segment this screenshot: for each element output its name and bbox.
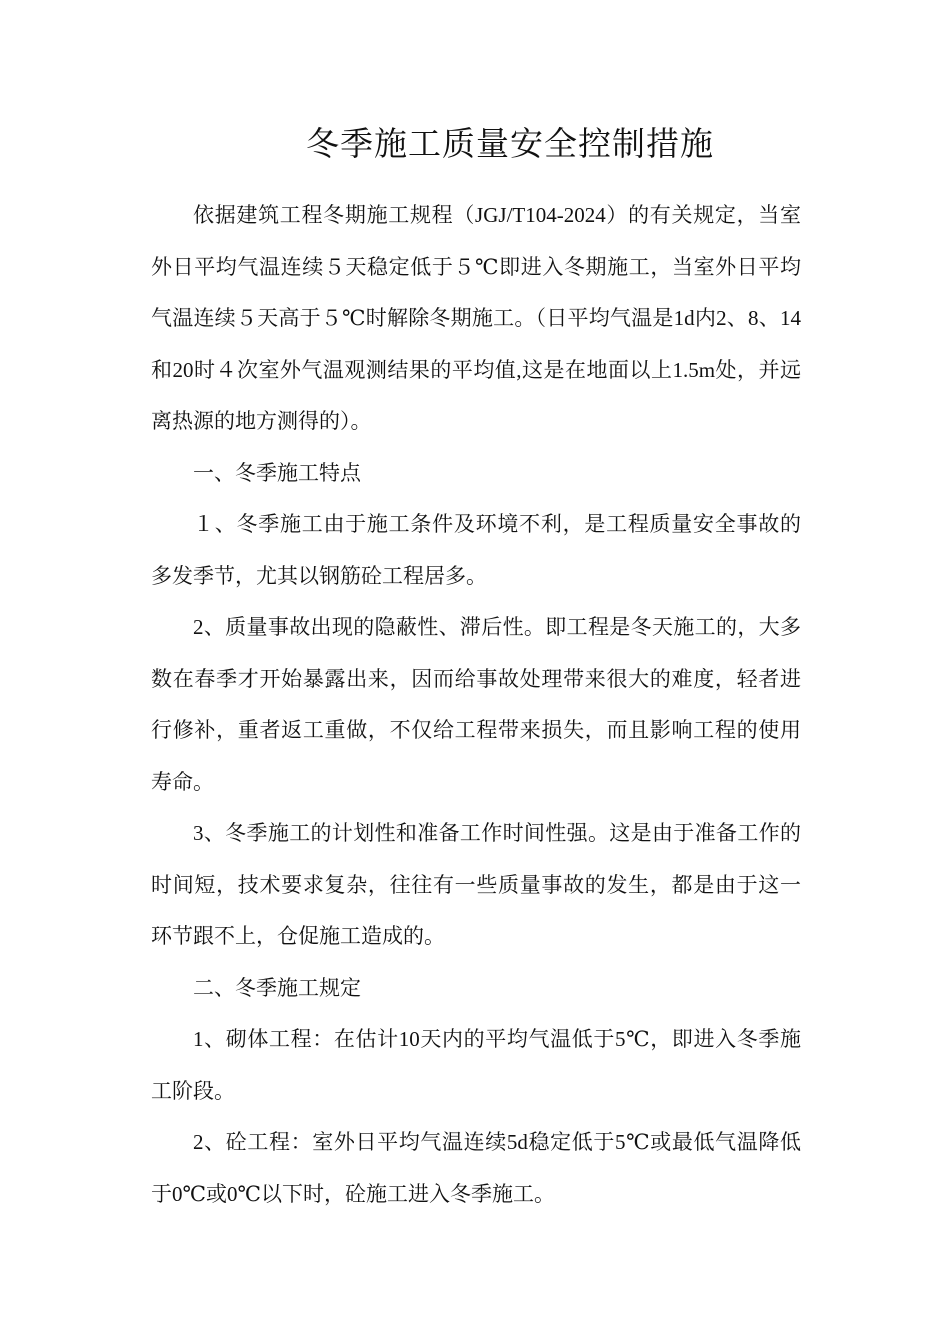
document-body [151, 190, 801, 1220]
paragraph-rule-2: 2、砼工程：室外日平均气温连续5d稳定低于5℃或最低气温降低于0℃或0℃以下时，砼施工进入冬季施工。 [151, 1130, 801, 1206]
paragraph-feature-2: 2、质量事故出现的隐蔽性、滞后性。即工程是冬天施工的，大多数在春季才开始暴露出来，因而给事故处理带来很大的难度，轻者进行修补，重者返工重做，不仅给工程带来损失，而且影响工程的使用寿命。 [151, 615, 801, 794]
document-title: 冬季施工质量安全控制措施 [306, 127, 714, 163]
paragraph-feature-1: １、冬季施工由于施工条件及环境不利，是工程质量安全事故的多发季节，尤其以钢筋砼工程居多。 [151, 512, 801, 588]
paragraph-rule-1: 1、砌体工程：在估计10天内的平均气温低于5℃，即进入冬季施工阶段。 [151, 1027, 801, 1103]
paragraph-intro: 依据建筑工程冬期施工规程（JGJ/T104-2024）的有关规定，当室外日平均气温连续５天稳定低于５℃即进入冬期施工，当室外日平均气温连续５天高于５℃时解除冬期施工。（日平均气温是1d内2、8、14和20时４次室外气温观测结果的平均值,这是在地面以上1.5m处，并远离热源的地方测得的）。 [151, 203, 801, 433]
section-heading-rules: 二、冬季施工规定 [193, 975, 361, 1000]
paragraph-feature-3: 3、冬季施工的计划性和准备工作时间性强。这是由于准备工作的时间短，技术要求复杂，往往有一些质量事故的发生，都是由于这一环节跟不上，仓促施工造成的。 [151, 821, 801, 948]
section-heading-features: 一、冬季施工特点 [193, 460, 361, 485]
